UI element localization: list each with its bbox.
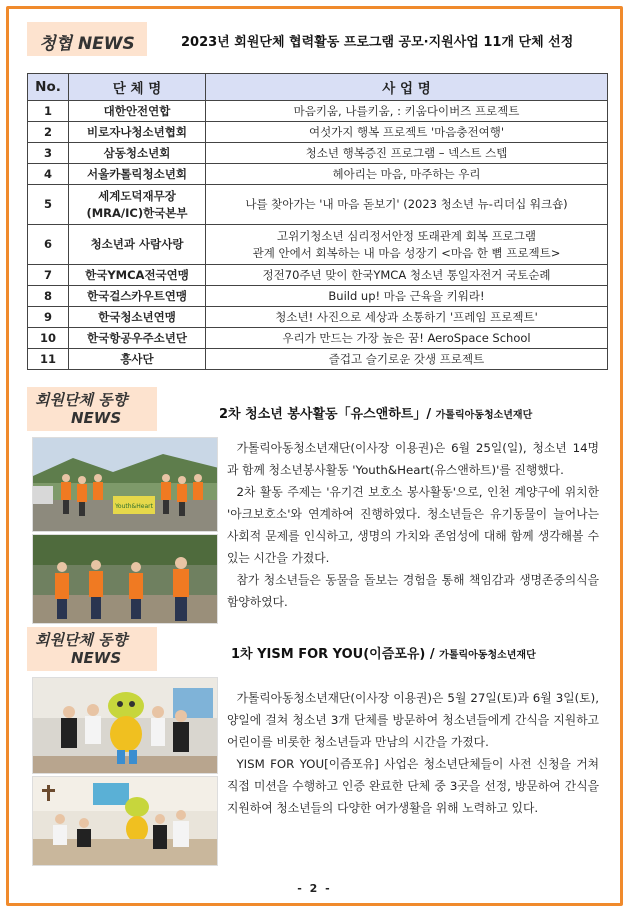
row-project: 즐겁고 슬기로운 갓생 프로젝트 [206,349,608,370]
volunteer-group-photo [33,438,218,532]
row-org: 서울카톨릭청소년회 [69,164,206,185]
row-project: 정전70주년 맞이 한국YMCA 청소년 통일자전거 국토순례 [206,265,608,286]
article1-paragraph: 참가 청소년들은 동물을 돌보는 경험을 통해 책임감과 생명존중의식을 함양하였다. [227,573,599,609]
article2-paragraph: 가톨릭아동청소년재단(이사장 이용권)은 5월 27일(토)과 6월 3일(토), 양일에 걸쳐 청소년 3개 단체를 방문하여 청소년들에게 간식을 지원하고 어린이를 비롯한 청소년들과 만남의 시간을 가졌다. [227,691,599,749]
article2-title [231,643,536,662]
org-line: 세계도덕재무장 [98,188,176,203]
article1-photo-top [32,437,218,532]
row-no: 1 [28,101,69,122]
row-no: 10 [28,328,69,349]
row-project: 나를 찾아가는 '내 마음 돋보기' (2023 청소년 뉴-리더십 워크숍) [206,185,608,225]
row-project: 우리가 만드는 가장 높은 꿈! AeroSpace School [206,328,608,349]
row-org: 삼동청소년회 [69,143,206,164]
table-row [28,286,608,307]
article2-photo-bottom [32,776,218,866]
news-tag-box [27,22,147,56]
col-project: 사 업 명 [206,74,608,101]
row-org: 한국걸스카우트연맹 [69,286,206,307]
row-org [69,185,206,225]
selection-table [27,73,608,370]
row-no: 9 [28,307,69,328]
page-title: 2023년 회원단체 협력활동 프로그램 공모·지원사업 11개 단체 선정 [181,35,574,50]
page-number: - 2 - [297,882,332,895]
banner-text: Youth&Heart [115,503,153,510]
project-line: 관계 안에서 회복하는 내 마음 성장기 <마음 한 뼘 프로젝트> [252,245,561,260]
row-no: 4 [28,164,69,185]
article2-title-text: 1차 YISM FOR YOU(이즘포유) / [231,647,435,662]
article1-photo-bottom [32,534,218,624]
row-project: 마음키움, 나를키움, : 키움다이버즈 프로젝트 [206,101,608,122]
article1-paragraph: 2차 활동 주제는 '유기견 보호소 봉사활동'으로, 인천 계양구에 위치한 '아크보호소'와 연계하여 진행하였다. 청소년들은 유기동물이 늘어나는 사회적 문제를 인식하고, 생명의 가치와 존엄성에 대해 함께 생각해볼 수 있는 시간을 가졌다. [227,485,599,565]
table-body [28,101,608,370]
row-org: 흥사단 [69,349,206,370]
table-row [28,307,608,328]
row-no: 8 [28,286,69,307]
table-row [28,122,608,143]
table-row [28,349,608,370]
row-org: 한국항공우주소년단 [69,328,206,349]
row-project: 청소년 행복증진 프로그램 – 넥스트 스텝 [206,143,608,164]
table-row [28,265,608,286]
table-row [28,143,608,164]
row-project: Build up! 마음 근육을 키워라! [206,286,608,307]
col-no: No. [28,74,69,101]
row-no: 11 [28,349,69,370]
article2-source: 가톨릭아동청소년재단 [439,650,536,661]
shelter-photo [33,535,218,624]
row-no: 6 [28,225,69,265]
article2-tag-line2: NEWS [71,649,122,667]
table-row [28,101,608,122]
table-row [28,328,608,349]
table-row [28,185,608,225]
article1-body [227,437,599,613]
article1-source: 가톨릭아동청소년재단 [435,410,533,421]
article2-photo-top [32,677,218,774]
article2-body [227,687,599,819]
org-line: (MRA/IC)한국본부 [86,205,188,220]
article1-paragraph: 가톨릭아동청소년재단(이사장 이용권)은 6월 25일(일), 청소년 14명과 함께 청소년봉사활동 'Youth&Heart(유스앤하트)'를 진행했다. [227,441,599,477]
project-line: 고위기청소년 심리정서안정 또래관계 회복 프로그램 [276,228,537,243]
page-frame [6,6,623,906]
row-org: 한국청소년연맹 [69,307,206,328]
row-no: 3 [28,143,69,164]
row-org: 대한안전연합 [69,101,206,122]
article2-tag-line1: 회원단체 동향 [35,631,128,649]
article2-paragraph: YISM FOR YOU[이즘포유] 사업은 청소년단체들이 사전 신청을 거쳐 직접 미션을 수행하고 인증 완료한 단체 중 3곳을 선정, 방문하여 간식을 지원하여 청소년들의 다양한 여가생활을 위해 노력하고 있다. [227,757,599,815]
row-org: 청소년과 사람사랑 [69,225,206,265]
col-org: 단 체 명 [69,74,206,101]
row-org: 한국YMCA전국연맹 [69,265,206,286]
article1-title [219,403,532,422]
news-tag: 청협 NEWS [39,34,135,54]
row-project [206,225,608,265]
table-row [28,164,608,185]
article1-title-text: 2차 청소년 봉사활동「유스앤하트」/ [219,407,432,422]
article1-tag-line2: NEWS [71,409,122,427]
row-org: 비로자나청소년협회 [69,122,206,143]
mascot-photo [33,678,218,774]
table-header-row [28,74,608,101]
table-row [28,225,608,265]
article2-tag-box [27,627,157,671]
row-no: 5 [28,185,69,225]
row-project: 청소년! 사진으로 세상과 소통하기 '프레임 프로젝트' [206,307,608,328]
row-no: 2 [28,122,69,143]
classroom-photo [33,777,218,866]
row-no: 7 [28,265,69,286]
row-project: 헤아리는 마음, 마주하는 우리 [206,164,608,185]
article1-tag-line1: 회원단체 동향 [35,391,128,409]
article1-tag-box [27,387,157,431]
row-project: 여섯가지 행복 프로젝트 '마음충전여행' [206,122,608,143]
